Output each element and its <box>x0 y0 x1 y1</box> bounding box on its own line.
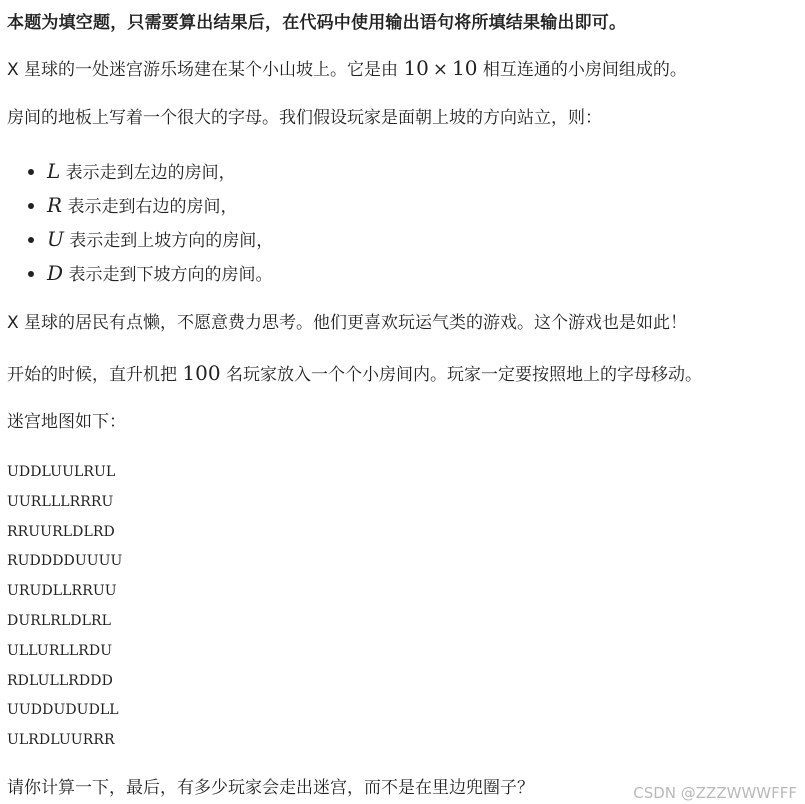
start-p-before: 开始的时候，直升机把 <box>7 365 183 385</box>
rule-text: 表示走到右边的房间， <box>62 197 238 217</box>
maze-row: RUDDDDUUUU <box>7 553 123 570</box>
rule-letter: L <box>47 159 61 183</box>
intro-p1-after: 相互连通的小房间组成的。 <box>477 60 687 80</box>
bullet-icon <box>28 237 34 243</box>
maze-row: URUDLLRRUU <box>7 583 117 600</box>
maze-caption: 迷宫地图如下： <box>7 412 126 432</box>
question-paragraph: 请你计算一下，最后，有多少玩家会走出迷宫，而不是在里边兜圈子？ <box>7 778 534 798</box>
bullet-icon <box>28 203 34 209</box>
maze-row: ULRDLUURRR <box>7 732 115 749</box>
maze-map <box>7 462 122 760</box>
start-p-after: 名玩家放入一个个小房间内。玩家一定要按照地上的字母移动。 <box>220 365 702 385</box>
maze-row: ULLURLLRDU <box>7 642 113 659</box>
grid-size-cols: 10 <box>452 56 478 80</box>
rule-item-right <box>7 188 273 222</box>
grid-size-rows: 10 <box>403 56 429 80</box>
rule-item-left <box>7 154 273 188</box>
player-count: 100 <box>182 361 221 385</box>
rule-item-up <box>7 222 273 256</box>
rule-item-down <box>7 256 273 290</box>
rule-letter: D <box>47 261 64 285</box>
maze-row: DURLRLDLRL <box>7 612 112 629</box>
rule-text: 表示走到左边的房间， <box>60 163 236 183</box>
rule-text: 表示走到下坡方向的房间。 <box>63 265 273 285</box>
rule-text: 表示走到上坡方向的房间， <box>63 231 274 251</box>
intro-paragraph-1 <box>7 56 687 82</box>
times-symbol: × <box>432 59 448 80</box>
start-paragraph <box>7 361 702 387</box>
maze-row: UUDDUDUDLL <box>7 702 119 719</box>
maze-row: RDLULLRDDD <box>7 672 113 689</box>
story-paragraph: X 星球的居民有点懒，不愿意费力思考。他们更喜欢玩运气类的游戏。这个游戏也是如此！ <box>7 313 688 333</box>
bullet-icon <box>28 169 34 175</box>
maze-row: UURLLLRRRU <box>7 493 114 510</box>
csdn-watermark: CSDN @ZZZWWWFFF <box>633 784 797 802</box>
instruction-heading: 本题为填空题，只需要算出结果后，在代码中使用输出语句将所填结果输出即可。 <box>7 13 627 33</box>
intro-p1-before: X 星球的一处迷宫游乐场建在某个小山坡上。它是由 <box>7 60 404 80</box>
intro-paragraph-2: 房间的地板上写着一个很大的字母。我们假设玩家是面朝上坡的方向站立，则： <box>7 108 602 128</box>
direction-rules-list <box>7 154 273 290</box>
bullet-icon <box>28 271 34 277</box>
rule-letter: U <box>47 227 64 251</box>
rule-letter: R <box>47 193 63 217</box>
maze-row: RRUURLDLRD <box>7 523 115 540</box>
maze-row: UDDLUULRUL <box>7 464 116 480</box>
